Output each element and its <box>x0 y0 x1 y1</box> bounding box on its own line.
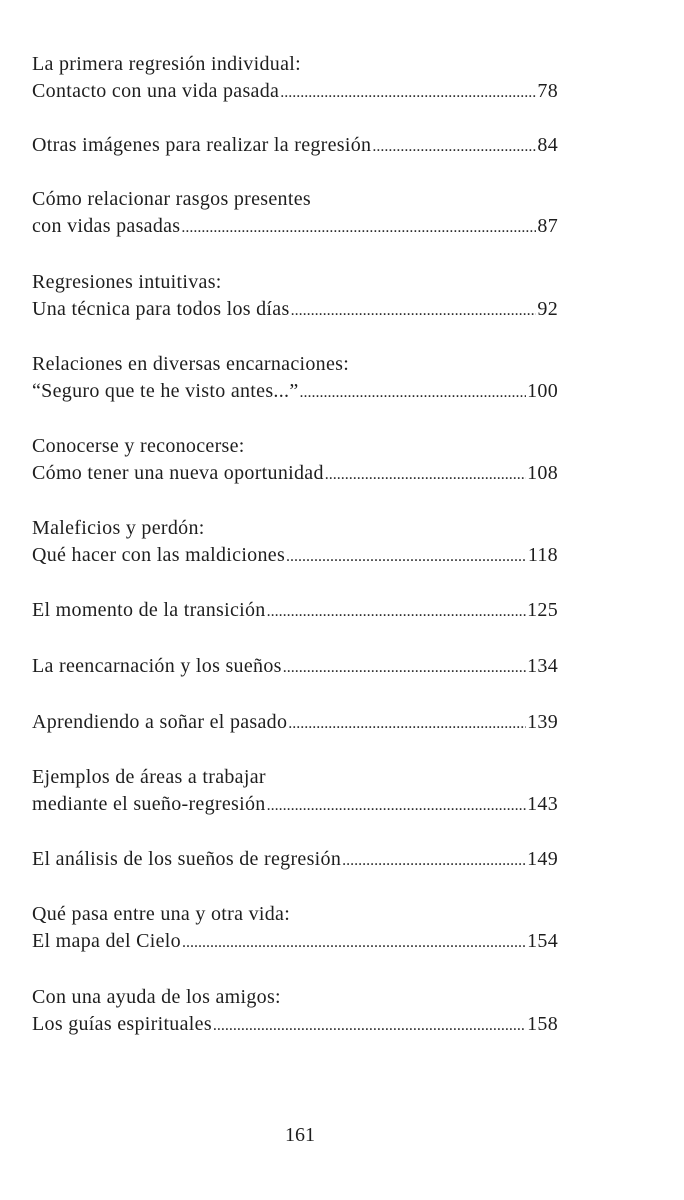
dot-leader <box>286 543 527 570</box>
toc-entry-title: Ejemplos de áreas a trabajar <box>32 766 266 788</box>
toc-entry-title-line <box>32 51 558 78</box>
dot-leader <box>288 710 526 737</box>
toc-entry <box>32 597 558 624</box>
toc-entry-title-line <box>32 433 558 460</box>
toc-entry <box>32 515 558 569</box>
toc-entry-title-line <box>32 653 558 680</box>
toc-entry-title-line <box>32 351 558 378</box>
toc-entry-subtitle-line <box>32 1011 558 1038</box>
toc-entry-title: Qué pasa entre una y otra vida: <box>32 903 291 925</box>
toc-entry-title-line <box>32 901 558 928</box>
toc-entry-subtitle-line <box>32 213 558 240</box>
toc-entry-title: Relaciones en diversas encarnaciones: <box>32 353 350 375</box>
toc-entry-title: El análisis de los sueños de regresión <box>32 848 342 870</box>
toc-entry-title-line <box>32 764 558 791</box>
toc-entry-subtitle: Cómo tener una nueva oportunidad <box>32 462 324 484</box>
toc-entry-title: Cómo relacionar rasgos presentes <box>32 188 311 210</box>
toc-entry <box>32 132 558 159</box>
toc-entry-page: 154 <box>527 930 558 952</box>
toc-entry-subtitle-line <box>32 928 558 955</box>
dot-leader <box>182 929 526 956</box>
toc-entry-title: El momento de la transición <box>32 599 266 621</box>
toc-entry-title-line <box>32 846 558 873</box>
toc-entry-subtitle: mediante el sueño-regresión <box>32 793 266 815</box>
toc-entry-page: 118 <box>527 544 558 566</box>
toc-entry-title-line <box>32 709 558 736</box>
toc-entry <box>32 653 558 680</box>
dot-leader <box>342 847 526 874</box>
dot-leader <box>283 654 526 681</box>
toc-entry-subtitle: Contacto con una vida pasada <box>32 80 280 102</box>
toc-entry-title: Aprendiendo a soñar el pasado <box>32 711 288 733</box>
toc-entry-subtitle: con vidas pasadas <box>32 215 181 237</box>
toc-entry-subtitle-line <box>32 460 558 487</box>
toc-entry <box>32 709 558 736</box>
page-number: 161 <box>285 1124 315 1146</box>
toc-entry-subtitle-line <box>32 296 558 323</box>
toc-entry-page: 84 <box>537 134 558 156</box>
toc-entry-title-line <box>32 597 558 624</box>
toc-entry <box>32 846 558 873</box>
toc-entry <box>32 764 558 818</box>
toc-entry-title-line <box>32 269 558 296</box>
toc-entry-page: 100 <box>527 380 558 402</box>
toc-entry-title-line <box>32 132 558 159</box>
toc-entry-page: 139 <box>527 711 558 733</box>
toc-entry-title: La reencarnación y los sueños <box>32 655 282 677</box>
toc-entry-title: La primera regresión individual: <box>32 53 301 75</box>
toc-entry <box>32 186 558 240</box>
dot-leader <box>213 1012 526 1039</box>
toc-entry-subtitle-line <box>32 542 558 569</box>
toc-entry-page: 149 <box>527 848 558 870</box>
toc-entry-title-line <box>32 186 558 213</box>
toc-entry-subtitle: Una técnica para todos los días <box>32 298 290 320</box>
toc-entry-page: 108 <box>527 462 558 484</box>
toc-entry-subtitle-line <box>32 78 558 105</box>
toc-entry-page: 78 <box>537 80 558 102</box>
dot-leader <box>291 297 537 324</box>
toc-entry-page: 87 <box>537 215 558 237</box>
toc-entry-subtitle: “Seguro que te he visto antes...” <box>32 380 299 402</box>
toc-entry-title: Otras imágenes para realizar la regresión <box>32 134 372 156</box>
toc-entry-title: Regresiones intuitivas: <box>32 271 222 293</box>
toc-entry-subtitle: El mapa del Cielo <box>32 930 181 952</box>
toc-entry-page: 158 <box>527 1013 558 1035</box>
toc-entry-title: Conocerse y reconocerse: <box>32 435 245 457</box>
dot-leader <box>181 214 536 241</box>
toc-entry-subtitle: Qué hacer con las maldiciones <box>32 544 286 566</box>
toc-entry <box>32 51 558 105</box>
toc-entry-title: Maleficios y perdón: <box>32 517 205 539</box>
toc-entry-subtitle-line <box>32 791 558 818</box>
toc-entry-subtitle-line <box>32 378 558 405</box>
toc-entry <box>32 901 558 955</box>
toc-entry-subtitle: Los guías espirituales <box>32 1013 212 1035</box>
toc-entry-title-line <box>32 515 558 542</box>
toc-entry-page: 92 <box>537 298 558 320</box>
dot-leader <box>372 133 536 160</box>
toc-entry-page: 125 <box>527 599 558 621</box>
toc-entry <box>32 269 558 323</box>
toc-entry-title-line <box>32 984 558 1011</box>
dot-leader <box>325 461 526 488</box>
dot-leader <box>280 79 536 106</box>
dot-leader <box>267 598 526 625</box>
toc-entry <box>32 984 558 1038</box>
toc-entry-page: 134 <box>527 655 558 677</box>
toc-entry-title: Con una ayuda de los amigos: <box>32 986 281 1008</box>
dot-leader <box>267 792 527 819</box>
dot-leader <box>300 379 527 406</box>
toc-entry-page: 143 <box>527 793 558 815</box>
toc-entry <box>32 433 558 487</box>
toc-entry <box>32 351 558 405</box>
